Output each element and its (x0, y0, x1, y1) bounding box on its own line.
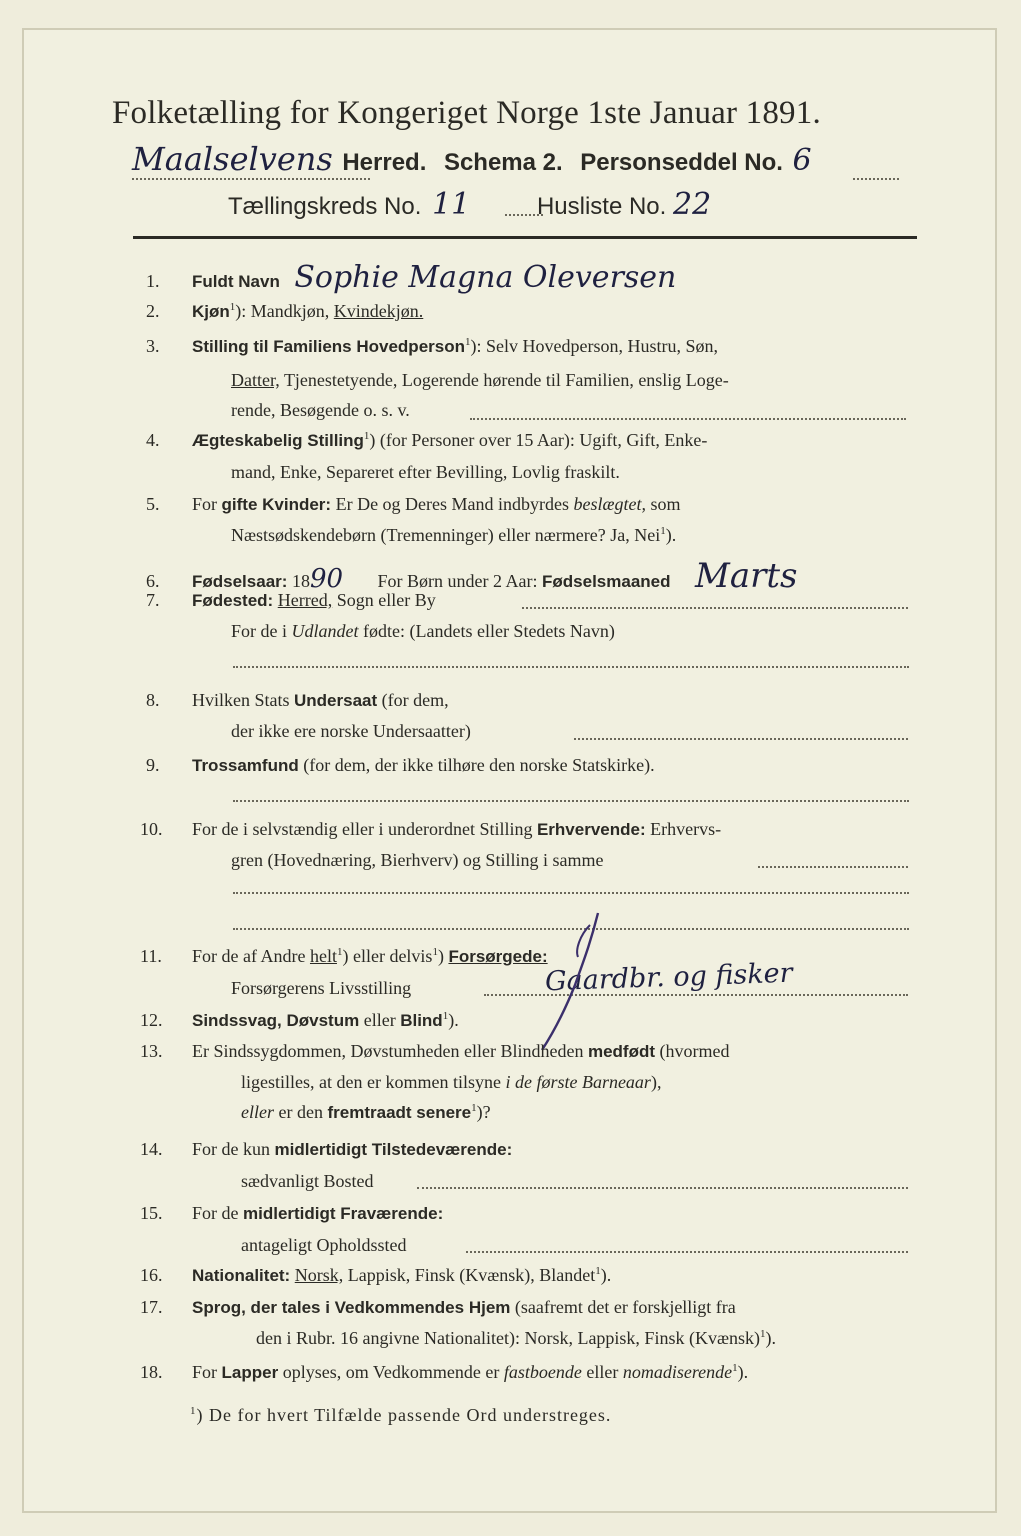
q17-label: Sprog, der tales i Vedkommendes Hjem (192, 1298, 511, 1317)
q5-line2-text: Næstsødskendebørn (Tremenninger) eller nærmere? Ja, Nei (231, 525, 661, 545)
q8-label: Undersaat (294, 691, 378, 710)
personseddel-label: Personseddel No. (580, 149, 783, 176)
q2-label: Kjøn (192, 302, 230, 321)
q7-italic: Udlandet (291, 621, 359, 641)
q5-prefix: For (192, 494, 222, 514)
herred-handwritten: Maalselvens (132, 140, 333, 178)
q12-label: Sindssvag, Døvstum (192, 1011, 360, 1030)
q5-line2-end: ). (665, 525, 677, 545)
q15-dots (466, 1251, 908, 1253)
kreds-label: Tællingskreds No. (228, 193, 422, 220)
q11-option-underlined: helt (309, 946, 337, 966)
q18-row (140, 1362, 748, 1383)
q11-line1-b: ) eller delvis (342, 946, 433, 966)
q12-label2: Blind (400, 1011, 443, 1030)
q18-line1-c: eller (581, 1362, 623, 1382)
footnote (190, 1405, 611, 1426)
q13-number: 13. (140, 1041, 163, 1061)
q18-number: 18. (140, 1362, 163, 1382)
q4-sup: 1 (363, 430, 370, 442)
q8-line1-b: (for dem, (377, 690, 449, 710)
q13-row (140, 1041, 729, 1062)
q4-row (146, 430, 707, 451)
q3-line2 (231, 370, 729, 391)
q8-dots (574, 738, 908, 740)
q7-line1: Sogn eller By (332, 590, 436, 610)
q12-sup: 1 (442, 1010, 449, 1022)
q15-line2: antageligt Opholdssted (241, 1235, 407, 1255)
q18-end: ). (737, 1362, 749, 1382)
herred-dots (132, 178, 370, 180)
q12-end: ). (448, 1010, 459, 1030)
q13-line2 (241, 1072, 661, 1093)
personseddel-dots (853, 178, 899, 180)
q7-blank-dots (233, 666, 909, 668)
q11-line1-c: ) (437, 946, 449, 966)
q11-row (140, 946, 548, 967)
q11-occupation-handwritten: Gaardbr. og fisker (544, 957, 794, 998)
q11-label: Forsørgede: (448, 947, 548, 966)
husliste-handwritten: 22 (672, 187, 712, 222)
herred-label: Herred. (342, 149, 427, 176)
q11-number: 11. (140, 946, 162, 966)
q18-label: Lapper (221, 1363, 279, 1382)
q10-number: 10. (140, 819, 163, 839)
q7-line2-b: fødte: (Landets eller Stedets Navn) (358, 621, 615, 641)
q10-label: Erhvervende: (536, 820, 646, 839)
q13-line3-b: )? (476, 1102, 491, 1122)
q17-row (140, 1297, 736, 1318)
q15-number: 15. (140, 1203, 163, 1223)
q16-sup: 1 (595, 1265, 601, 1277)
q3-row (146, 336, 718, 357)
q18-italic-1: fastboende (503, 1362, 582, 1382)
q17-sup: 1 (759, 1328, 766, 1340)
kreds-handwritten: 11 (432, 187, 471, 222)
q6-label2: Fødselsmaaned (542, 572, 671, 591)
q17-end: ). (765, 1328, 776, 1348)
q1-label: Fuldt Navn (192, 272, 280, 291)
q6-year-prefix: 18 (287, 571, 310, 591)
q7-row (146, 590, 436, 611)
q11-line2: Forsørgerens Livsstilling (231, 978, 412, 998)
q10-line1-b: Erhvervs- (645, 819, 722, 839)
q5-sup: 1 (660, 525, 666, 537)
q13-sup: 1 (471, 1102, 477, 1114)
q3-line2-text: Tjenestetyende, Logerende hørende til Familien, enslig Loge- (279, 370, 729, 390)
q6-mid-text: For Børn under 2 Aar: (377, 571, 538, 591)
q15-line1-a: For de (192, 1203, 243, 1223)
q9-row (146, 755, 655, 776)
q14-line2: sædvanligt Bosted (241, 1171, 374, 1191)
q13-italic: i de første Barneaar (505, 1072, 651, 1092)
q5-number: 5. (146, 494, 160, 514)
q14-number: 14. (140, 1139, 163, 1159)
q11-sup: 1 (336, 946, 343, 958)
q9-number: 9. (146, 755, 160, 775)
q13-line3 (241, 1102, 491, 1123)
q15-label: midlertidigt Fraværende: (243, 1204, 444, 1223)
q5-italic: beslægtet, (573, 494, 647, 514)
q10-line2: gren (Hovednæring, Bierhverv) og Stilling i samme (231, 850, 604, 870)
q3-dots (470, 418, 906, 420)
q4-line2: mand, Enke, Separeret efter Bevilling, Lovlig fraskilt. (231, 462, 620, 482)
q16-option-underlined: Norsk, (294, 1265, 344, 1285)
q12-number: 12. (140, 1010, 163, 1030)
q17-line2 (256, 1328, 776, 1349)
q2-row (146, 301, 423, 322)
q10-dots (758, 866, 908, 868)
q7-label: Fødested: (192, 591, 274, 610)
q13-line1-a: Er Sindssygdommen, Døvstumheden eller Blindheden (192, 1041, 588, 1061)
q14-line1-a: For de kun (192, 1139, 275, 1159)
q13-line3-a: er den (274, 1102, 328, 1122)
q11-sup-2: 1 (432, 946, 438, 958)
schema-label: Schema 2. (443, 149, 563, 176)
q8-row (146, 690, 449, 711)
q13-line2-a: ligestilles, at den er kommen tilsyne (241, 1072, 506, 1092)
q6-number: 6. (146, 571, 160, 591)
q11-line1-a: For de af Andre (192, 946, 310, 966)
q9-blank-dots (233, 800, 909, 802)
q13-line2-b: ), (650, 1072, 662, 1092)
q3-line1: ): Selv Hovedperson, Hustru, Søn, (470, 336, 718, 356)
q14-row (140, 1139, 512, 1160)
footnote-text: ) De for hvert Tilfælde passende Ord understreges. (196, 1405, 612, 1425)
q3-label: Stilling til Familiens Hovedperson (192, 337, 465, 356)
q16-number: 16. (140, 1265, 163, 1285)
q2-option-underlined: Kvindekjøn. (333, 301, 424, 321)
q7-dots (522, 607, 908, 609)
q1-number: 1. (146, 271, 160, 291)
q5-line1: Er De og Deres Mand indbyrdes (331, 494, 574, 514)
q18-line1-b: oplyses, om Vedkommende er (278, 1362, 504, 1382)
q15-row (140, 1203, 443, 1224)
q6-year-handwritten: 90 (309, 564, 344, 594)
q6-month-handwritten: Marts (695, 556, 798, 596)
q14-dots (417, 1187, 908, 1189)
q4-line1: ) (for Personer over 15 Aar): Ugift, Gift, Enke- (369, 430, 708, 450)
q12-text: eller (359, 1010, 401, 1030)
herred-line (132, 140, 812, 178)
q5-line1-end: som (646, 494, 681, 514)
header-rule (133, 236, 917, 239)
q17-line1: (saafremt det er forskjelligt fra (510, 1297, 736, 1317)
form-title: Folketælling for Kongeriget Norge 1ste Januar 1891. (112, 95, 821, 131)
q10-blank-dots-1 (233, 892, 909, 894)
q1-row (146, 260, 676, 295)
q13-label: medfødt (587, 1042, 655, 1061)
q8-line1-a: Hvilken Stats (192, 690, 294, 710)
q7-option-underlined: Herred, (277, 590, 333, 610)
q13-label2: fremtraadt senere (327, 1103, 472, 1122)
q1-name-handwritten: Sophie Magna Oleversen (294, 260, 677, 295)
q7-line2 (231, 621, 615, 642)
q17-number: 17. (140, 1297, 163, 1317)
q14-label: midlertidigt Tilstedeværende: (274, 1140, 513, 1159)
q3-number: 3. (146, 336, 160, 356)
q16-label: Nationalitet: (192, 1266, 291, 1285)
q5-row (146, 494, 681, 515)
q8-number: 8. (146, 690, 160, 710)
kreds-dots (505, 214, 543, 216)
q13-line1-b: (hvormed (655, 1041, 730, 1061)
husliste-label: Husliste No. (536, 193, 667, 220)
q7-line2-a: For de i (231, 621, 292, 641)
q13-line3-italic: eller (241, 1102, 274, 1122)
q12-row (140, 1010, 459, 1031)
q2-number: 2. (146, 301, 160, 321)
personseddel-handwritten: 6 (792, 143, 812, 178)
q4-label: Ægteskabelig Stilling (192, 431, 364, 450)
q2-sup: 1 (229, 301, 236, 313)
q10-line1-a: For de i selvstændig eller i underordnet Stilling (192, 819, 537, 839)
q16-end: ). (600, 1265, 612, 1285)
q16-line1: Lappisk, Finsk (Kvænsk), Blandet (343, 1265, 596, 1285)
q5-label: gifte Kvinder: (221, 495, 332, 514)
kreds-line (228, 187, 711, 222)
q5-line2 (231, 525, 676, 546)
q2-text: ): Mandkjøn, (235, 301, 330, 321)
q18-italic-2: nomadiserende (622, 1362, 733, 1382)
footnote-sup: 1 (190, 1405, 197, 1417)
q10-row (140, 819, 721, 840)
q7-number: 7. (146, 590, 160, 610)
q3-line3: rende, Besøgende o. s. v. (231, 400, 410, 420)
q9-line1: (for dem, der ikke tilhøre den norske Statskirke). (298, 755, 655, 775)
q6-label: Fødselsaar: (192, 572, 288, 591)
q18-line1-a: For (192, 1362, 222, 1382)
q18-sup: 1 (732, 1362, 738, 1374)
q16-row (140, 1265, 611, 1286)
handwritten-bracket-stroke (520, 905, 610, 1055)
q17-line2-text: den i Rubr. 16 angivne Nationalitet): Norsk, Lappisk, Finsk (Kvænsk) (256, 1328, 760, 1348)
q4-number: 4. (146, 430, 160, 450)
q9-label: Trossamfund (192, 756, 299, 775)
q3-option-underlined: Datter, (231, 370, 280, 390)
q3-sup: 1 (465, 336, 471, 348)
q8-line2: der ikke ere norske Undersaatter) (231, 721, 471, 741)
